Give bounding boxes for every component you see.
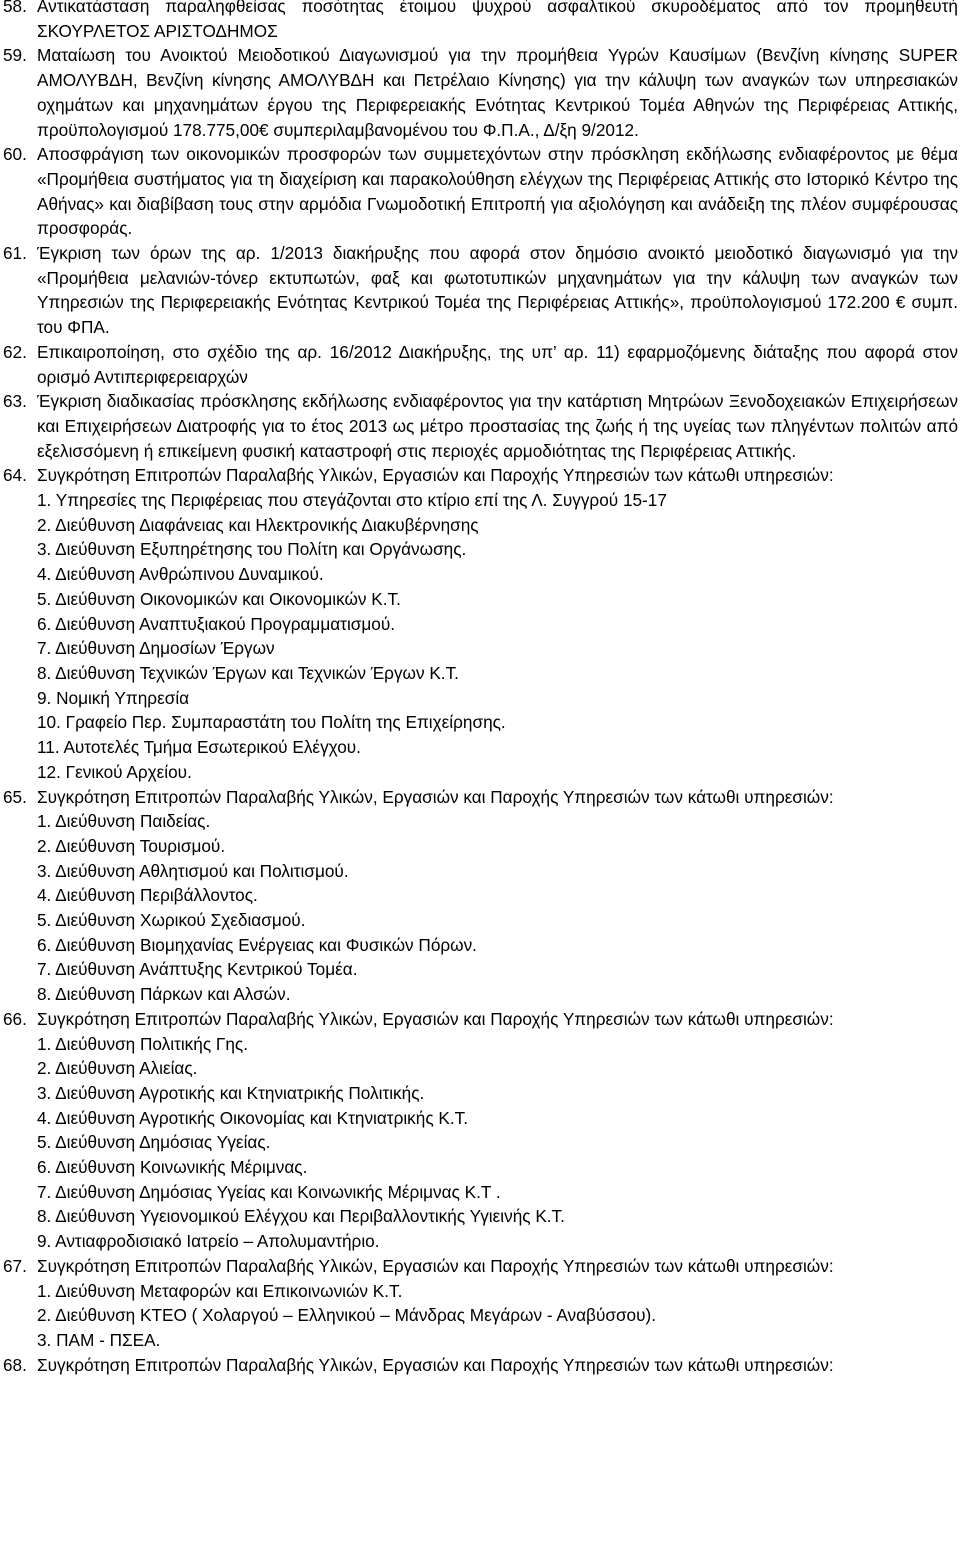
sub-item: 6. Διεύθυνση Αναπτυξιακού Προγραμματισμού. (37, 613, 396, 634)
sub-item: 3. Διεύθυνση Εξυπηρέτησης του Πολίτη και Οργάνωσης. (37, 539, 467, 560)
item-body (37, 43, 958, 142)
sub-item: 10. Γραφείο Περ. Συμπαραστάτη του Πολίτη της Επιχείρησης. (37, 712, 506, 733)
item-body (37, 0, 958, 43)
item-text: Συγκρότηση Επιτροπών Παραλαβής Υλικών, Εργασιών και Παροχής Υπηρεσιών των κάτωθι υπηρεσιών: (37, 1255, 834, 1276)
sub-item: 7. Διεύθυνση Δημοσίων Έργων (37, 638, 275, 659)
item-body (37, 389, 958, 463)
item-text: Αντικατάσταση παραληφθείσας ποσότητας έτοιμου ψυχρού ασφαλτικού σκυροδέματος από τον προμηθευτή ΣΚΟΥΡΛΕΤΟΣ ΑΡΙΣΤΟΔΗΜΟΣ (37, 0, 958, 41)
sub-item: 4. Διεύθυνση Ανθρώπινου Δυναμικού. (37, 564, 324, 585)
sub-item: 8. Διεύθυνση Υγειονομικού Ελέγχου και Περιβαλλοντικής Υγιεινής Κ.Τ. (37, 1206, 565, 1227)
item-text: Συγκρότηση Επιτροπών Παραλαβής Υλικών, Εργασιών και Παροχής Υπηρεσιών των κάτωθι υπηρεσιών: (37, 786, 834, 807)
sub-item: 1. Διεύθυνση Πολιτικής Γης. (37, 1033, 248, 1054)
agenda-item (3, 389, 958, 463)
item-text: Αποσφράγιση των οικονομικών προσφορών των συμμετεχόντων στην πρόσκληση εκδήλωσης ενδιαφέροντος με θέμα «Προμήθεια συστήματος για τη διαχείριση και παρακολούθηση ελέγχων της Περιφέρειας Αττικής στο Ιστορικό Κέντρο της Αθήνας» και διαβίβαση τους στην αρμόδια Γνωμοδοτική Επιτροπή για αξιολόγηση και ανάδειξη της πλέον συμφέρουσας προσφοράς. (37, 144, 958, 239)
sub-item: 9. Αντιαφροδισιακό Ιατρείο – Απολυμαντήριο. (37, 1231, 380, 1252)
item-body (37, 340, 958, 389)
sub-item: 7. Διεύθυνση Δημόσιας Υγείας και Κοινωνικής Μέριμνας Κ.Τ . (37, 1181, 501, 1202)
agenda-item (3, 43, 958, 142)
item-text: Συγκρότηση Επιτροπών Παραλαβής Υλικών, Εργασιών και Παροχής Υπηρεσιών των κάτωθι υπηρεσιών: (37, 465, 834, 486)
sub-item: 8. Διεύθυνση Πάρκων και Αλσών. (37, 984, 291, 1005)
agenda-item (3, 340, 958, 389)
item-text: Έγκριση διαδικασίας πρόσκλησης εκδήλωσης ενδιαφέροντος για την κατάρτιση Μητρώων Ξενοδοχειακών Επιχειρήσεων και Επιχειρήσεων Διατροφής για το έτος 2013 ως μέτρο προστασίας της ζωής ή της υγείας των πληγέντων πολιτών από εξελισσόμενη ή επικείμενη φυσική καταστροφή στις περιοχές αρμοδιότητας της Περιφέρειας Αττικής. (37, 391, 958, 461)
sub-item: 3. Διεύθυνση Αγροτικής και Κτηνιατρικής Πολιτικής. (37, 1082, 425, 1103)
sub-item: 9. Νομική Υπηρεσία (37, 687, 190, 708)
sub-item: 11. Αυτοτελές Τμήμα Εσωτερικού Ελέγχου. (37, 737, 361, 758)
item-text: Συγκρότηση Επιτροπών Παραλαβής Υλικών, Εργασιών και Παροχής Υπηρεσιών των κάτωθι υπηρεσιών: (37, 1008, 834, 1029)
item-body (37, 142, 958, 241)
sub-item: 1. Διεύθυνση Μεταφορών και Επικοινωνιών Κ.Τ. (37, 1280, 403, 1301)
item-number: 61. (3, 243, 27, 264)
agenda-item (3, 1254, 958, 1353)
agenda-item (3, 785, 958, 1007)
item-number: 66. (3, 1008, 27, 1029)
item-number: 68. (3, 1354, 27, 1375)
sub-item: 4. Διεύθυνση Αγροτικής Οικονομίας και Κτηνιατρικής Κ.Τ. (37, 1107, 469, 1128)
item-text: Επικαιροποίηση, στο σχέδιο της αρ. 16/2012 Διακήρυξης, της υπ’ αρ. 11) εφαρμοζόμενης διάταξης που αφορά στον ορισμό Αντιπεριφερειαρχών (37, 341, 958, 387)
sub-item: 12. Γενικού Αρχείου. (37, 761, 192, 782)
item-number: 62. (3, 341, 27, 362)
item-body (37, 785, 958, 1007)
sub-item: 2. Διεύθυνση ΚΤΕΟ ( Χολαργού – Ελληνικού – Μάνδρας Μεγάρων - Αναβύσσου). (37, 1305, 657, 1326)
item-text: Έγκριση των όρων της αρ. 1/2013 διακήρυξης που αφορά στον δημόσιο ανοικτό μειοδοτικό διαγωνισμό για την «Προμήθεια μελανιών-τόνερ εκτυπωτών, φαξ και φωτοτυπικών μηχανημάτων για την κάλυψη των αναγκών των Υπηρεσιών της Περιφερειακής Ενότητας Κεντρικού Τομέα της Περιφέρειας Αττικής», προϋπολογισμού 172.200 € συμπ. του ΦΠΑ. (37, 243, 958, 338)
item-number: 60. (3, 144, 27, 165)
agenda-item (3, 142, 958, 241)
item-number: 65. (3, 786, 27, 807)
sub-item: 5. Διεύθυνση Δημόσιας Υγείας. (37, 1132, 271, 1153)
agenda-item (3, 0, 958, 43)
sub-item: 8. Διεύθυνση Τεχνικών Έργων και Τεχνικών Έργων Κ.Τ. (37, 662, 459, 683)
item-body (37, 1254, 958, 1353)
sub-item: 1. Υπηρεσίες της Περιφέρειας που στεγάζονται στο κτίριο επί της Λ. Συγγρού 15-17 (37, 490, 667, 511)
item-number: 58. (3, 0, 27, 16)
agenda-item (3, 1007, 958, 1254)
item-number: 64. (3, 465, 27, 486)
item-number: 63. (3, 391, 27, 412)
item-body (37, 463, 958, 784)
sub-item: 6. Διεύθυνση Βιομηχανίας Ενέργειας και Φυσικών Πόρων. (37, 934, 477, 955)
sub-item: 6. Διεύθυνση Κοινωνικής Μέριμνας. (37, 1157, 308, 1178)
item-text: Συγκρότηση Επιτροπών Παραλαβής Υλικών, Εργασιών και Παροχής Υπηρεσιών των κάτωθι υπηρεσιών: (37, 1354, 834, 1375)
item-number: 59. (3, 45, 27, 66)
sub-item: 3. Διεύθυνση Αθλητισμού και Πολιτισμού. (37, 860, 349, 881)
sub-item: 1. Διεύθυνση Παιδείας. (37, 811, 211, 832)
sub-item: 5. Διεύθυνση Οικονομικών και Οικονομικών Κ.Τ. (37, 588, 401, 609)
item-body (37, 1007, 958, 1254)
item-number: 67. (3, 1255, 27, 1276)
agenda-item (3, 241, 958, 340)
agenda-item (3, 463, 958, 784)
item-body (37, 241, 958, 340)
sub-item: 5. Διεύθυνση Χωρικού Σχεδιασμού. (37, 910, 306, 931)
item-text: Ματαίωση του Ανοικτού Μειοδοτικού Διαγωνισμού για την προμήθεια Υγρών Καυσίμων (Βενζίνη κίνησης SUPER ΑΜΟΛΥΒΔΗ, Βενζίνη κίνησης ΑΜΟΛΥΒΔΗ και Πετρέλαιο Κίνησης) για την κάλυψη των αναγκών των υπηρεσιακών οχημάτων και μηχανημάτων έργου της Περιφερειακής Ενότητας Κεντρικού Τομέα Αθηνών της Περιφέρειας Αττικής, προϋπολογισμού 178.775,00€ συμπεριλαμβανομένου του Φ.Π.Α., Δ/ξη 9/2012. (37, 45, 958, 140)
sub-item: 4. Διεύθυνση Περιβάλλοντος. (37, 885, 258, 906)
sub-item: 2. Διεύθυνση Αλιείας. (37, 1058, 198, 1079)
sub-item: 7. Διεύθυνση Ανάπτυξης Κεντρικού Τομέα. (37, 959, 358, 980)
sub-item: 3. ΠΑΜ - ΠΣΕΑ. (37, 1329, 161, 1350)
item-body (37, 1353, 958, 1378)
agenda-item (3, 1353, 958, 1378)
sub-item: 2. Διεύθυνση Διαφάνειας και Ηλεκτρονικής Διακυβέρνησης (37, 514, 479, 535)
sub-item: 2. Διεύθυνση Τουρισμού. (37, 835, 226, 856)
